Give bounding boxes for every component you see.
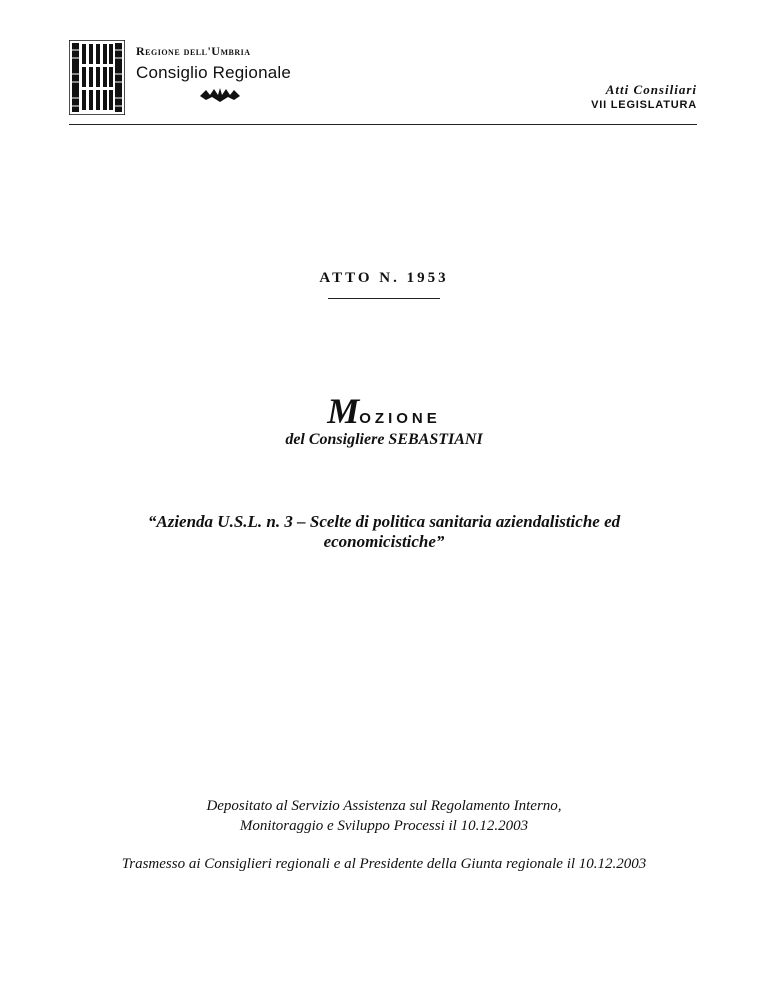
motion-title-line1: “Azienda U.S.L. n. 3 – Scelte di politica sanitaria aziendalistiche ed [147, 512, 621, 531]
atto-number: ATTO N. 1953 [319, 270, 449, 286]
atto-underline [328, 298, 440, 299]
deposit-line2: Monitoraggio e Sviluppo Processi il 10.12.2003 [239, 818, 529, 834]
deposit-note [0, 796, 768, 836]
document-type-initial: M [327, 391, 360, 431]
legislatura-label: VII LEGISLATURA [591, 99, 697, 111]
crest-ornament-icon [198, 86, 242, 104]
motion-title-line2: economicistiche” [323, 532, 445, 551]
document-type-rest: OZIONE [359, 410, 441, 427]
transmission-note: Trasmesso ai Consiglieri regionali e al Presidente della Giunta regionale il 10.12.2003 [121, 856, 647, 872]
motion-title [0, 512, 768, 552]
council-emblem-logo [69, 40, 125, 115]
region-name: Regione dell'Umbria [136, 44, 251, 58]
deposit-line1: Depositato al Servizio Assistenza sul Regolamento Interno, [206, 798, 562, 814]
atti-consiliari-label: Atti Consiliari [605, 82, 697, 97]
consigliere-line: del Consigliere SEBASTIANI [285, 431, 483, 448]
atti-consiliari-block [591, 82, 697, 111]
council-name: Consiglio Regionale [136, 63, 292, 82]
organization-header [136, 44, 291, 83]
header-divider [69, 124, 697, 125]
document-type [0, 390, 768, 432]
